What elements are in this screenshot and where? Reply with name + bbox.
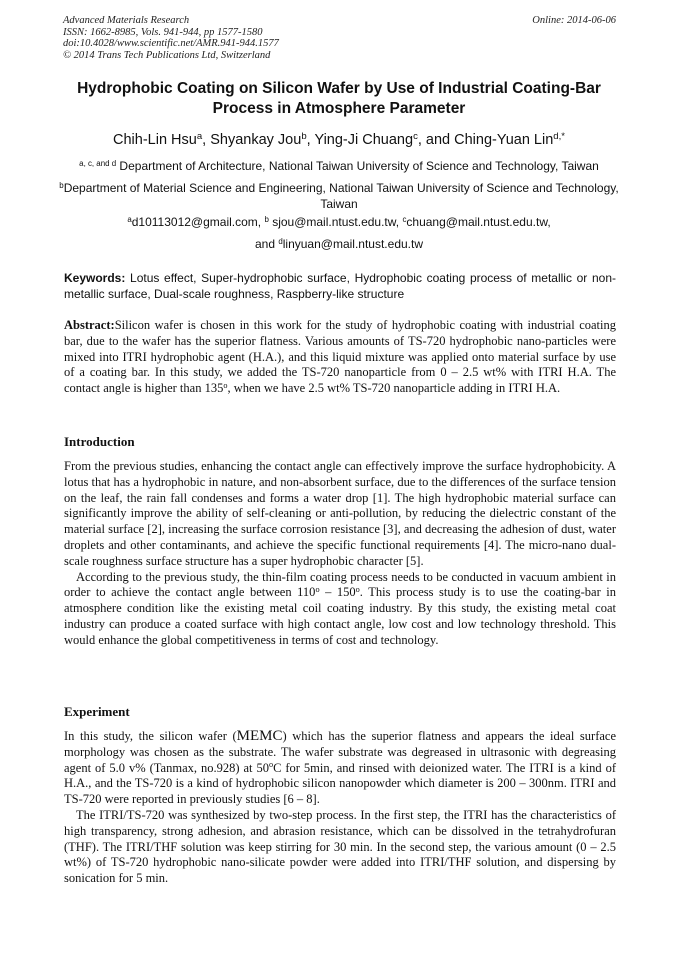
- affiliation-1: [50, 158, 628, 174]
- keywords-label: Keywords:: [64, 271, 126, 285]
- intro-p2-sup-1: o: [315, 584, 320, 594]
- author-1-sup: a: [196, 130, 203, 142]
- exp-memc: MEMC: [236, 728, 283, 744]
- journal-copyright: © 2014 Trans Tech Publications Ltd, Switzerland: [63, 49, 271, 61]
- exp-paragraph-1: [64, 729, 616, 808]
- author-4: , and Ching-Yuan Lin: [417, 132, 554, 148]
- experiment-heading: Experiment: [64, 704, 130, 719]
- affiliation-2: [50, 180, 628, 212]
- affiliation-1-sup: a, c, and d: [79, 158, 117, 168]
- email-2[interactable]: sjou@mail.ntust.edu.tw,: [268, 215, 403, 229]
- email-4[interactable]: linyuan@mail.ntust.edu.tw: [282, 237, 423, 251]
- exp-paragraph-2: The ITRI/TS-720 was synthesized by two-step process. In the first step, the ITRI has the characteristics of high transparency, strong adhesion, and abrasion resistance, which can be dissolved in the tetrahydrofuran (THF). The ITRI/THF solution was keep stirring for 30 min. In the second step, the various amount (0 – 2.5 wt%) of TS-720 hydrophobic nano-silicate powder were added into ITRI/THF solution, and dispersing by sonication for 5 min.: [64, 807, 616, 886]
- abstract: [64, 318, 616, 397]
- email-line-2: [50, 236, 628, 252]
- abstract-degree-sup: o: [223, 380, 228, 390]
- journal-issn: ISSN: 1662-8985, Vols. 941-944, pp 1577-1580: [63, 26, 263, 38]
- intro-p2-sup-2: o: [355, 584, 360, 594]
- introduction-body: [64, 459, 616, 649]
- intro-p2-c: . This process study is to use the coating-bar in atmosphere condition like the existing metal coil coating industry. By this study, the existing metal coat industry can produce a coated surface with high contact angle, low cost and low technology threshold. This would enhance the global competitiveness in terms of cost and technology.: [64, 585, 617, 647]
- email-2-sup: b: [264, 214, 269, 224]
- introduction-heading: Introduction: [64, 434, 135, 449]
- journal-name: Advanced Materials Research: [63, 15, 190, 26]
- online-date: Online: 2014-06-06: [532, 15, 616, 26]
- exp-p1-degree-sup: o: [268, 760, 274, 770]
- exp-p1-a: In this study, the silicon wafer (: [64, 729, 237, 743]
- affiliation-2-text: Department of Material Science and Engineering, National Taiwan University of Science and Technology, Taiwan: [63, 181, 619, 211]
- author-2: , Shyankay Jou: [202, 132, 302, 148]
- affiliation-1-text: Department of Architecture, National Taiwan University of Science and Technology, Taiwan: [116, 159, 599, 173]
- email-line-1: [50, 214, 628, 230]
- intro-p2-a: According to the previous study, the thin-film coating process needs to be conducted in vacuum ambient in order to achieve the contact angle between 110: [64, 569, 616, 600]
- exp-p1-b: ) which has the superior flatness and appears the ideal surface morphology was chosen as the substrate. The wafer substrate was degreased in ultrasonic with degreasing agent of 5.0 v% (Tanmax, no.928) at 50: [64, 729, 617, 775]
- email-1[interactable]: d10113012@gmail.com,: [131, 215, 265, 229]
- abstract-text-2: , when we have 2.5 wt% TS-720 nanoparticle adding in ITRI H.A.: [227, 381, 561, 396]
- intro-p2-b: – 150: [319, 585, 356, 600]
- author-list: [40, 130, 638, 150]
- author-4-sup: d,*: [553, 130, 565, 142]
- abstract-label: Abstract:: [64, 318, 115, 332]
- title-line-1: Hydrophobic Coating on Silicon Wafer by Use of Industrial Coating-Bar: [77, 80, 601, 97]
- email-3[interactable]: chuang@mail.ntust.edu.tw,: [406, 215, 551, 229]
- email-and: and: [254, 237, 279, 251]
- email-1-sup: a: [127, 214, 132, 224]
- paper-title: [50, 79, 628, 119]
- journal-doi[interactable]: doi:10.4028/www.scientific.net/AMR.941-944.1577: [63, 38, 279, 49]
- email-4-sup: d: [278, 236, 283, 246]
- exp-p1-c: C for 5min, and rinsed with deionized water. The ITRI is a kind of H.A., and the TS-720 is a kind of hydrophobic silicon nanopowder which diameter is 200 – 300nm. ITRI and TS-720 were reported in previously studies [6 – 8].: [64, 760, 616, 807]
- author-3-sup: c: [413, 130, 418, 142]
- intro-paragraph-2: [64, 570, 616, 649]
- author-2-sup: b: [301, 130, 307, 142]
- experiment-body: [64, 729, 616, 887]
- author-1: Chih-Lin Hsu: [113, 132, 197, 148]
- title-line-2: Process in Atmosphere Parameter: [212, 100, 466, 117]
- journal-info: [63, 15, 279, 61]
- intro-paragraph-1: From the previous studies, enhancing the contact angle can effectively improve the surface hydrophobicity. A lotus that has a hydrophobic in nature, and non-absorbent surface, due to the differences of the surface tension on the leaf, the rain fall condenses and forms a water drop [1]. The high hydrophobic material surface can significantly improve the ability of self-cleaning or anti-pollution, by reducing the dielectric constant of the material surface [2], increasing the surface corrosion resistance [3], and decreasing the adhesion of dust, water droplets and other contaminants, and achieve the specific functional requirements [4]. The micro-nano dual-scale roughness surface structure has a super hydrophobic character [5].: [64, 459, 616, 568]
- abstract-text-1: Silicon wafer is chosen in this work for the study of hydrophobic coating with industrial coating bar, due to the wafer has the superior flatness. Various amounts of TS-720 hydrophobic nano-particles were mixed into ITRI hydrophobic agent (H.A.), and this liquid mixture was applied onto material surface by use of a coating bar. In this study, we added the TS-720 nanoparticle from 0 – 2.5 wt% with ITRI H.A. The contact angle is higher than 135: [64, 318, 616, 396]
- affiliation-2-sup: b: [59, 180, 64, 190]
- author-3: , Ying-Ji Chuang: [306, 132, 414, 148]
- email-3-sup: c: [402, 214, 407, 224]
- keywords-text: Lotus effect, Super-hydrophobic surface, Hydrophobic coating process of metallic or non-metallic surface, Dual-scale roughness, Raspberry-like structure: [64, 271, 616, 301]
- keywords: [64, 270, 616, 302]
